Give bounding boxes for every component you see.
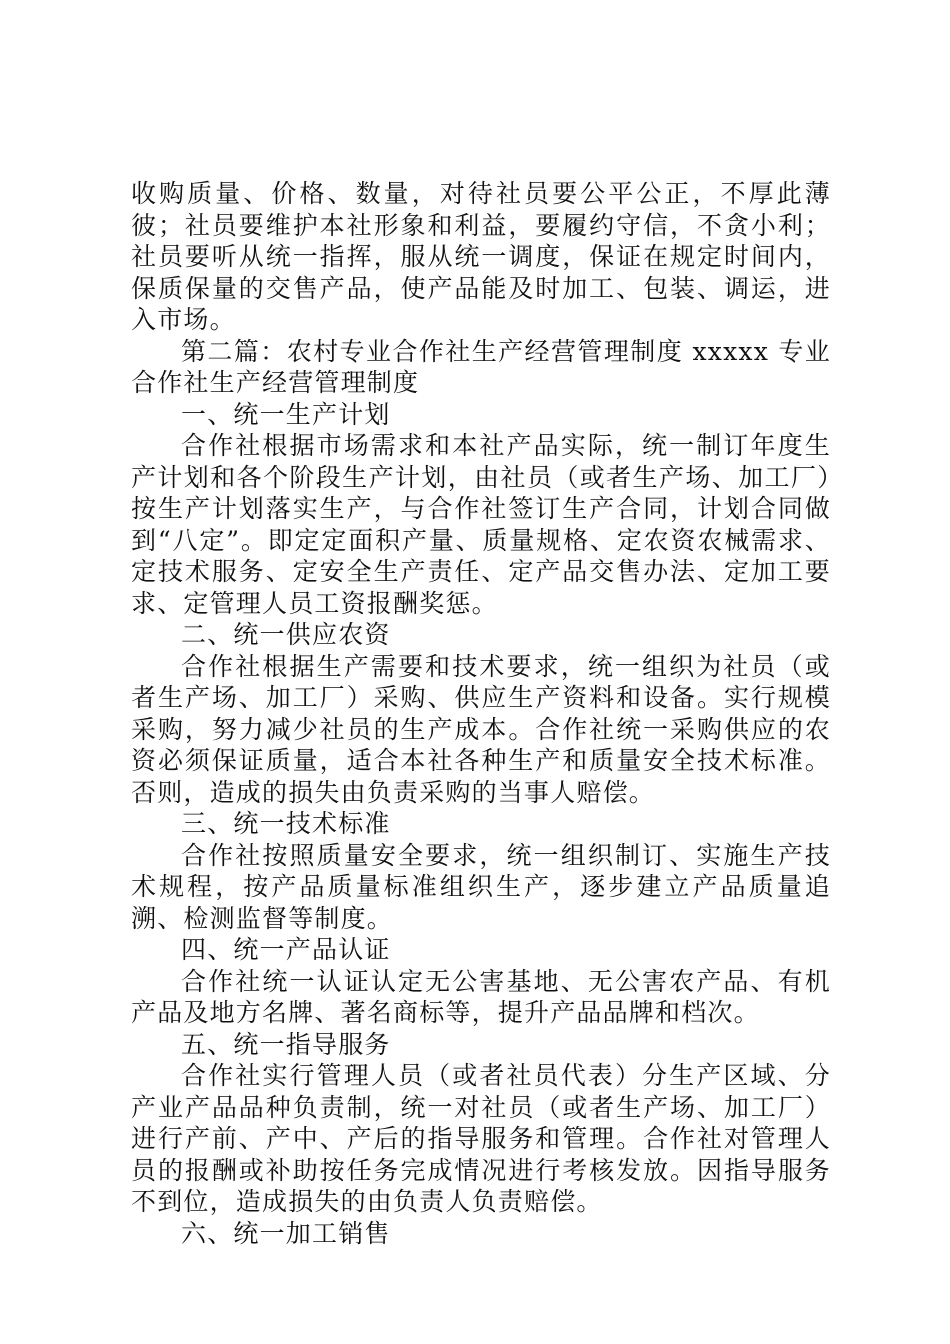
heading-unified-production-plan: 一、统一生产计划 bbox=[181, 399, 391, 429]
paragraph-guidance: 合作社实行管理人员（或者社员代表）分生产区域、分产业产品品种负责制，统一对社员（或者生产场、加工厂）进行产前、产中、产后的指导服务和管理。合作社对管理人员的报酬或补助按任务完成情况进行考核发放。因指导服务不到位，造成损失的由负责人负责赔偿。 bbox=[131, 1061, 831, 1216]
paragraph-continuation: 收购质量、价格、数量，对待社员要公平公正，不厚此薄彼；社员要维护本社形象和利益，要履约守信，不贪小利；社员要听从统一指挥，服从统一调度，保证在规定时间内，保质保量的交售产品，使产品能及时加工、包装、调运，进入市场。 bbox=[131, 179, 831, 334]
heading-unified-certification: 四、统一产品认证 bbox=[181, 935, 391, 964]
paragraph-certification: 合作社统一认证认定无公害基地、无公害农产品、有机产品及地方名牌、著名商标等，提升产品品牌和档次。 bbox=[131, 966, 831, 1027]
paragraph-supply: 合作社根据生产需要和技术要求，统一组织为社员（或者生产场、加工厂）采购、供应生产资料和设备。实行规模采购，努力减少社员的生产成本。合作社统一采购供应的农资必须保证质量，适合本社各种生产和质量安全技术标准。否则，造成的损失由负责采购的当事人赔偿。 bbox=[131, 651, 831, 807]
document-body bbox=[131, 178, 831, 1249]
heading-unified-processing-sales: 六、统一加工销售 bbox=[181, 1218, 391, 1248]
section-title: 第二篇：农村专业合作社生产经营管理制度 xxxxx 专业合作社生产经营管理制度 bbox=[131, 336, 831, 397]
paragraph-technical-standard: 合作社按照质量安全要求，统一组织制订、实施生产技术规程，按产品质量标准组织生产，逐步建立产品质量追溯、检测监督等制度。 bbox=[131, 840, 831, 933]
heading-unified-technical-standard: 三、统一技术标准 bbox=[181, 809, 391, 838]
paragraph-production-plan: 合作社根据市场需求和本社产品实际，统一制订年度生产计划和各个阶段生产计划，由社员（或者生产场、加工厂）按生产计划落实生产，与合作社签订生产合同，计划合同做到“八定”。即定定面积产量、质量规格、定农资农械需求、定技术服务、定安全生产责任、定产品交售办法、定加工要求、定管理人员工资报酬奖惩。 bbox=[131, 431, 831, 618]
heading-unified-supply: 二、统一供应农资 bbox=[181, 620, 391, 649]
heading-unified-guidance: 五、统一指导服务 bbox=[181, 1029, 391, 1059]
